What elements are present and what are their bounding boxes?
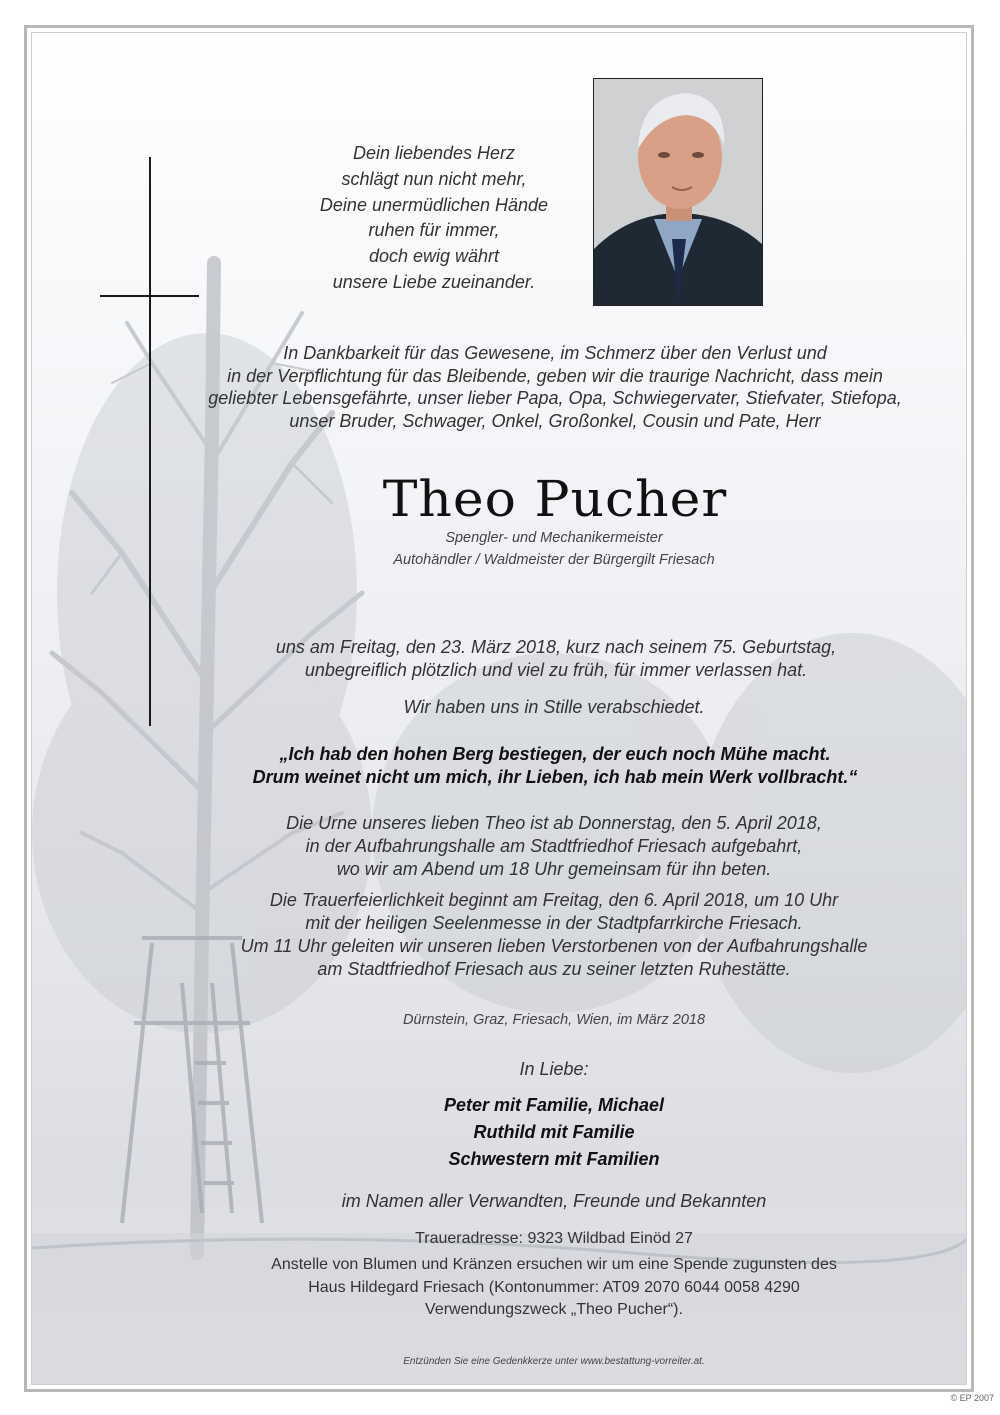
donation-line: Haus Hildegard Friesach (Kontonummer: AT09 2070 6044 0058 4290: [308, 1278, 800, 1296]
family-line: Peter mit Familie, Michael: [443, 1095, 665, 1115]
donation-notice: [54, 1254, 1000, 1322]
poem-line: Deine unermüdlichen Hände: [319, 194, 549, 215]
death-line: unbegreiflich plötzlich und viel zu früh, für immer verlassen hat.: [304, 660, 808, 680]
funeral-line: Um 11 Uhr geleiten wir unseren lieben Verstorbenen von der Aufbahrungshalle: [240, 936, 868, 956]
place-date: Dürnstein, Graz, Friesach, Wien, im März 2018: [402, 1012, 706, 1028]
death-line: uns am Freitag, den 23. März 2018, kurz nach seinem 75. Geburtstag,: [275, 637, 837, 657]
in-love-heading: In Liebe:: [519, 1059, 589, 1079]
funeral-line: mit der heiligen Seelenmesse in der Stadtpfarrkirche Friesach.: [305, 913, 803, 933]
profession-line: Spengler- und Mechanikermeister: [445, 530, 663, 546]
profession-line: Autohändler / Waldmeister der Bürgergilt Friesach: [393, 552, 715, 568]
quote-line: „Ich hab den hohen Berg bestiegen, der euch noch Mühe macht.: [279, 744, 831, 764]
copyright-notice: © EP 2007: [950, 1393, 994, 1403]
poem-line: Dein liebendes Herz: [352, 143, 516, 163]
donation-line: Anstelle von Blumen und Kränzen ersuchen wir um eine Spende zugunsten des: [271, 1256, 837, 1273]
intro-line: in der Verpflichtung für das Bleibende, geben wir die traurige Nachricht, dass mein: [227, 365, 883, 386]
mourning-address: Traueradresse: 9323 Wildbad Einöd 27: [415, 1230, 693, 1247]
intro-line: In Dankbarkeit für das Gewesene, im Schmerz über den Verlust und: [283, 343, 827, 363]
profession: [54, 527, 1000, 571]
poem: [134, 141, 734, 296]
poem-line: schlägt nun nicht mehr,: [341, 168, 527, 189]
poem-line: doch ewig währt: [368, 246, 500, 267]
family-line: Ruthild mit Familie: [473, 1122, 635, 1142]
on-behalf-text: im Namen aller Verwandten, Freunde und Bekannten: [341, 1191, 767, 1211]
family-line: Schwestern mit Familien: [448, 1149, 660, 1169]
poem-line: unsere Liebe zueinander.: [332, 271, 536, 292]
urn-notice: [54, 812, 1000, 881]
intro-line: unser Bruder, Schwager, Onkel, Großonkel, Cousin und Pate, Herr: [289, 410, 821, 431]
farewell-text: Wir haben uns in Stille verabschiedet.: [403, 697, 705, 717]
intro-line: geliebter Lebensgefährte, unser lieber Papa, Opa, Schwiegervater, Stiefvater, Stiefopa,: [208, 388, 902, 408]
deceased-name: Theo Pucher: [382, 471, 728, 529]
urn-line: wo wir am Abend um 18 Uhr gemeinsam für ihn beten.: [336, 859, 772, 879]
poem-line: ruhen für immer,: [368, 220, 500, 241]
family-list: [54, 1092, 1000, 1173]
urn-line: Die Urne unseres lieben Theo ist ab Donnerstag, den 5. April 2018,: [286, 813, 822, 833]
intro-text: [55, 342, 1000, 432]
funeral-notice: [54, 889, 1000, 981]
quote: [55, 743, 1000, 789]
urn-line: in der Aufbahrungshalle am Stadtfriedhof Friesach aufgebahrt,: [305, 836, 803, 856]
funeral-line: am Stadtfriedhof Friesach aus zu seiner letzten Ruhestätte.: [317, 959, 791, 979]
footer-memorial-link[interactable]: Entzünden Sie eine Gedenkkerze unter www.bestattung-vorreiter.at.: [403, 1356, 705, 1367]
quote-line: Drum weinet nicht um mich, ihr Lieben, ich hab mein Werk vollbracht.“: [252, 767, 858, 787]
death-notice: [56, 636, 1000, 682]
donation-line: Verwendungszweck „Theo Pucher“).: [425, 1301, 683, 1318]
funeral-line: Die Trauerfeierlichkeit beginnt am Freitag, den 6. April 2018, um 10 Uhr: [269, 890, 839, 910]
